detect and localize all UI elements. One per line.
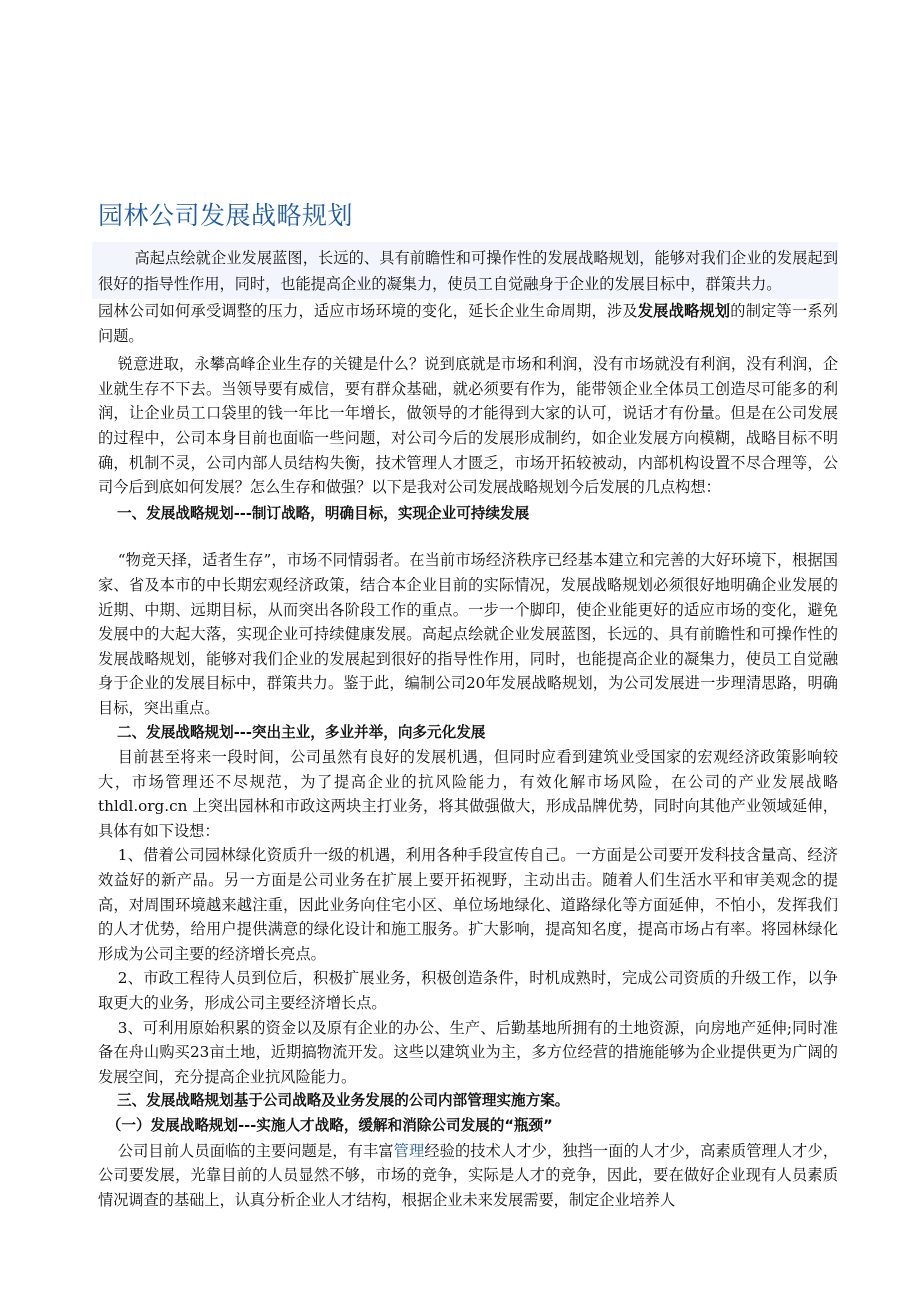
paragraph [98, 1139, 838, 1213]
intro-paragraph: 高起点绘就企业发展蓝图，长远的、具有前瞻性和可操作性的发展战略规划，能够对我们企业的发展起到很好的指导性作用，同时，也能提高企业的凝集力，使员工自觉融身于企业的发展目标中，群策共力。 [92, 242, 838, 299]
paragraph [98, 299, 838, 348]
section-heading-2: 二、发展战略规划---突出主业，多业并举，向多元化发展 [116, 723, 486, 741]
paragraph: 锐意进取，永攀高峰企业生存的关键是什么？说到底就是市场和利润，没有市场就没有利润，没有利润，企业就生存不下去。当领导要有威信，要有群众基础，就必须要有作为，能带领企业全体员工创造尽可能多的利润，让企业员工口袋里的钱一年比一年增长，做领导的才能得到大家的认可，说话才有份量。但是在公司发展的过程中，公司本身目前也面临一些问题，对公司今后的发展形成制约，如企业发展方向模糊，战略目标不明确，机制不灵，公司内部人员结构失衡，技术管理人才匮乏，市场开拓较被动，内部机构设置不尽合理等，公司今后到底如何发展？怎么生存和做强？以下是我对公司发展战略规划今后发展的几点构想： [98, 355, 838, 497]
document-title: 园林公司发展战略规划 [98, 201, 354, 230]
paragraph: “物竞天择，适者生存”，市场不同情弱者。在当前市场经济秩序已经基本建立和完善的大好环境下，根据国家、省及本市的中长期宏观经济政策，结合本企业目前的实际情况，发展战略规划必须很好地明确企业发展的近期、中期、远期目标，从而突出各阶段工作的重点。一步一个脚印，使企业能更好的适应市场的变化，避免发展中的大起大落，实现企业可持续健康发展。高起点绘就企业发展蓝图，长远的、具有前瞻性和可操作性的发展战略规划，能够对我们企业的发展起到很好的指导性作用，同时，也能提高企业的凝集力，使员工自觉融身于企业的发展目标中，群策共力。鉴于此，编制公司20年发展战略规划，为公司发展进一步理清思路，明确目标，突出重点。 [98, 551, 838, 717]
subsection-heading: （一）发展战略规划---实施人才战略，缓解和消除公司发展的“瓶颈” [106, 1117, 553, 1134]
section-heading-1: 一、发展战略规划---制订战略，明确目标，实现企业可持续发展 [116, 504, 530, 522]
document-page [98, 196, 838, 1212]
management-link[interactable]: 管理 [393, 1141, 425, 1160]
paragraph: 目前甚至将来一段时间，公司虽然有良好的发展机遇，但同时应看到建筑业受国家的宏观经济政策影响较大，市场管理还不尽规范，为了提高企业的抗风险能力，有效化解市场风险，在公司的产业发展战略 thldl.org.cn 上突出园林和市政这两块主打业务，将其做强做大，形成品牌优势，同时向其他产业领域延伸，具体有如下设想： [98, 748, 838, 840]
section-heading-3: 三、发展战略规划基于公司战略及业务发展的公司内部管理实施方案。 [116, 1092, 570, 1110]
spacer [98, 526, 838, 548]
text: 公司目前人员面临的主要问题是，有丰富 [117, 1141, 394, 1160]
bold-keyword: 发展战略规划 [637, 302, 731, 320]
list-item: 1、借着公司园林绿化资质升一级的机遇，利用各种手段宣传自己。一方面是公司要开发科技含量高、经济效益好的新产品。另一方面是公司业务在扩展上要开拓视野，主动出击。随着人们生活水平和审美观念的提高，对周围环境越来越注重，因此业务向住宅小区、单位场地绿化、道路绿化等方面延伸，不怕小，发挥我们的人才优势，给用户提供满意的绿化设计和施工服务。扩大影响，提高知名度，提高市场占有率。将园林绿化形成为公司主要的经济增长亮点。 [98, 846, 838, 963]
text: 经验的技术人才少，独挡一面的人才少，高素质管理人才少，公司要发展，光靠目前的人员显然不够，市场的竞争，实际是人才的竞争，因此，要在做好企业现有人员素质情况调查的基础上，认真分析企业人才结构，根据企业未来发展需要，制定企业培养人 [98, 1141, 839, 1209]
list-item: 2、市政工程待人员到位后，积极扩展业务，积极创造条件，时机成熟时，完成公司资质的升级工作，以争取更大的业务，形成公司主要经济增长点。 [98, 969, 838, 1013]
text: 园林公司如何承受调整的压力，适应市场环境的变化，延长企业生命周期，涉及 [98, 302, 638, 320]
text: 的制定等一系列问题。 [98, 302, 839, 345]
list-item: 3、可利用原始积累的资金以及原有企业的办公、生产、后勤基地所拥有的土地资源，向房地产延伸;同时准备在舟山购买23亩土地，近期搞物流开发。这些以建筑业为主，多方位经营的措施能够为企业提供更为广阔的发展空间，充分提高企业抗风险能力。 [98, 1018, 838, 1086]
